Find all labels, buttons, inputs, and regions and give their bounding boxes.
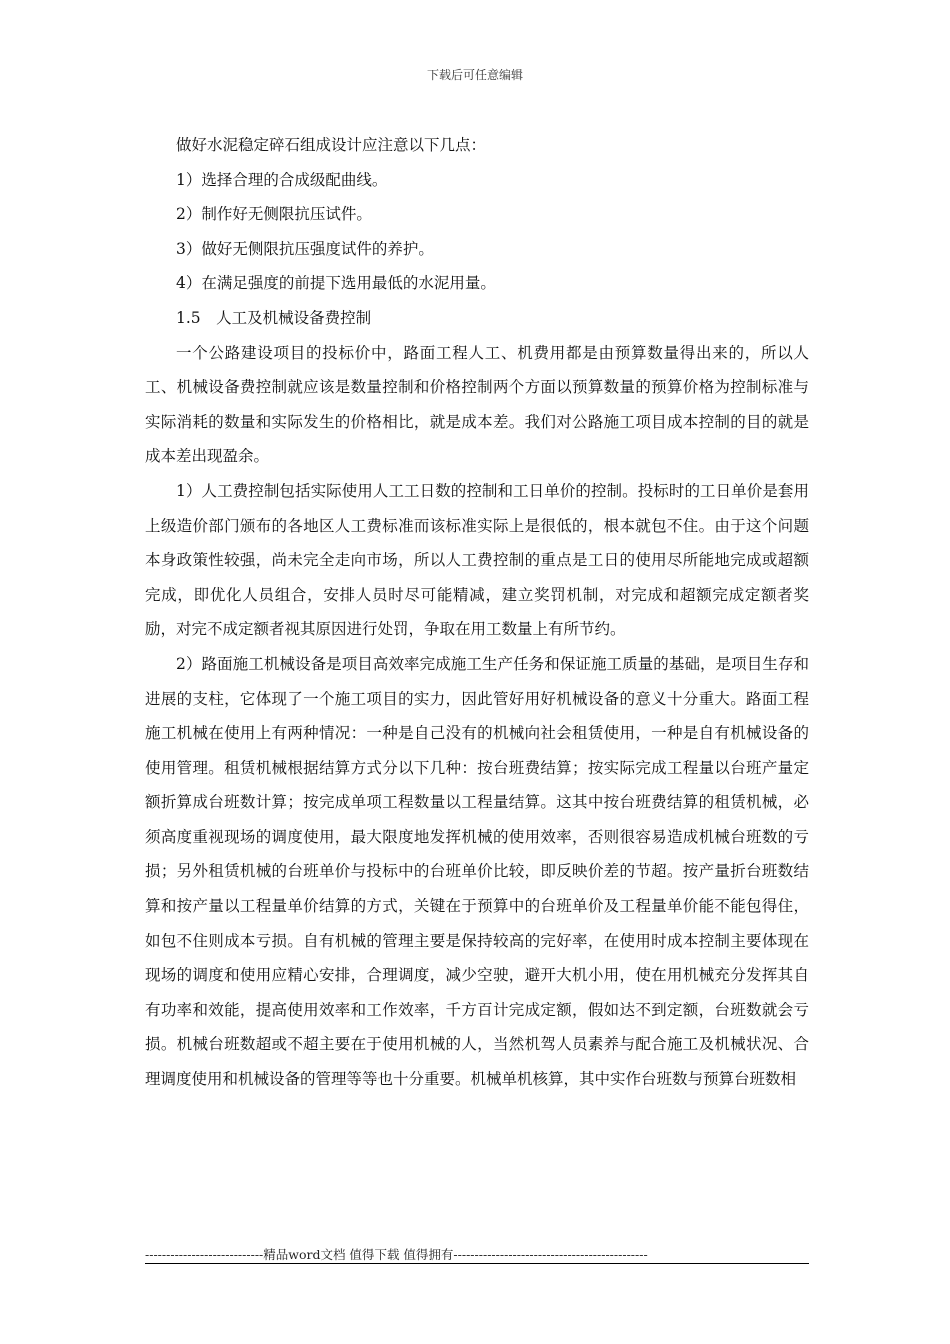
section-heading: 1.5 人工及机械设备费控制 bbox=[176, 308, 372, 327]
document-body bbox=[145, 128, 809, 1097]
page-header: 下载后可任意编辑 bbox=[426, 68, 523, 82]
section-paragraph-1: 一个公路建设项目的投标价中，路面工程人工、机费用都是由预算数量得出来的，所以人工、机械设备费控制就应该是数量控制和价格控制两个方面以预算数量的预算价格为控制标准与实际消耗的数量和实际发生的价格相比，就是成本差。我们对公路施工项目成本控制的目的就是成本差出现盈余。 bbox=[145, 343, 809, 466]
list-item-3: 3）做好无侧限抗压强度试件的养护。 bbox=[176, 239, 434, 258]
list-item-1: 1）选择合理的合成级配曲线。 bbox=[176, 170, 388, 189]
intro-paragraph: 做好水泥稳定碎石组成设计应注意以下几点： bbox=[176, 136, 487, 154]
section-paragraph-2: 1）人工费控制包括实际使用人工工日数的控制和工日单价的控制。投标时的工日单价是套用上级造价部门颁布的各地区人工费标准而该标准实际上是很低的，根本就包不住。由于这个问题本身政策性较强，尚未完全走向市场，所以人工费控制的重点是工日的使用尽所能地完成或超额完成，即优化人员组合，安排人员时尽可能精减，建立奖罚机制，对完成和超额完成定额者奖励，对完不成定额者视其原因进行处罚，争取在用工数量上有所节约。 bbox=[145, 481, 809, 639]
section-paragraph-3: 2）路面施工机械设备是项目高效率完成施工生产任务和保证施工质量的基础，是项目生存和进展的支柱，它体现了一个施工项目的实力，因此管好用好机械设备的意义十分重大。路面工程施工机械在使用上有两种情况：一种是自己没有的机械向社会租赁使用，一种是自有机械设备的使用管理。租赁机械根据结算方式分以下几种：按台班费结算；按实际完成工程量以台班产量定额折算成台班数计算；按完成单项工程数量以工程量结算。这其中按台班费结算的租赁机械，必须高度重视现场的调度使用，最大限度地发挥机械的使用效率，否则很容易造成机械台班数的亏损；另外租赁机械的台班单价与投标中的台班单价比较，即反映价差的节超。按产量折台班数结算和按产量以工程量单价结算的方式，关键在于预算中的台班单价及工程量单价能不能包得住，如包不住则成本亏损。自有机械的管理主要是保持较高的完好率，在使用时成本控制主要体现在现场的调度和使用应精心安排，合理调度，减少空驶，避开大机小用，使在用机械充分发挥其自有功率和效能，提高使用效率和工作效率，千方百计完成定额，假如达不到定额，台班数就会亏损。机械台班数超或不超主要在于使用机械的人，当然机驾人员素养与配合施工及机械状况、合理调度使用和机械设备的管理等等也十分重要。机械单机核算，其中实作台班数与预算台班数相 bbox=[145, 654, 809, 1089]
footer-divider bbox=[145, 1263, 809, 1264]
page-footer: ----------------------------精品word文档 值得下载 值得拥有---------------------------------------------- bbox=[145, 1247, 648, 1262]
list-item-4: 4）在满足强度的前提下选用最低的水泥用量。 bbox=[176, 274, 496, 293]
list-item-2: 2）制作好无侧限抗压试件。 bbox=[176, 205, 372, 224]
